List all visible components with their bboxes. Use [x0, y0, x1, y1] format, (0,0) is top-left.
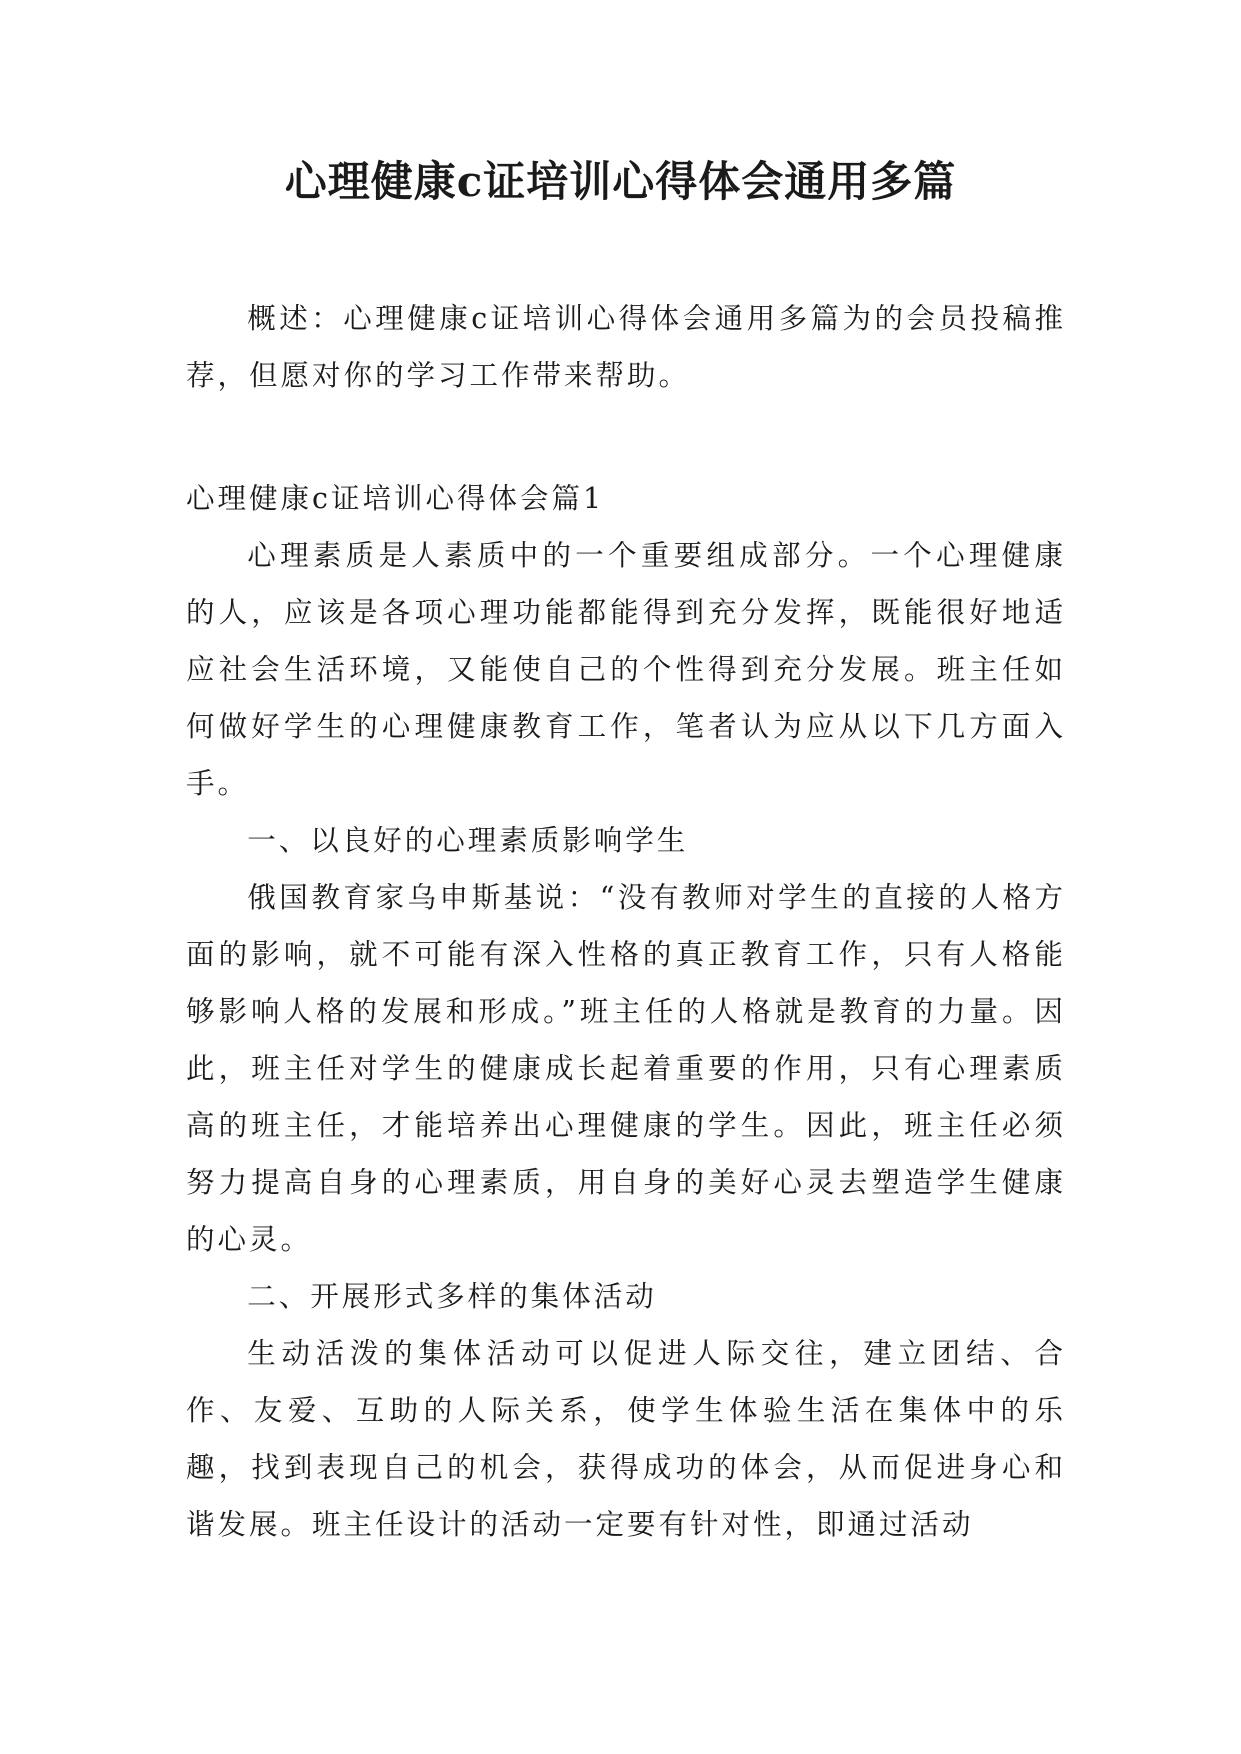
- subheading-one: 一、以良好的心理素质影响学生: [247, 824, 689, 857]
- section-heading: 心理健康c证培训心得体会篇1: [186, 482, 605, 515]
- article-body: [186, 470, 1066, 1553]
- subheading-two: 二、开展形式多样的集体活动: [247, 1280, 657, 1313]
- paragraph-quote: 俄国教育家乌申斯基说：“没有教师对学生的直接的人格方面的影响，就不可能有深入性格的真正教育工作，只有人格能够影响人格的发展和形成。”班主任的人格就是教育的力量。因此，班主任对学生的健康成长起着重要的作用，只有心理素质高的班主任，才能培养出心理健康的学生。因此，班主任必须努力提高自身的心理素质，用自身的美好心灵去塑造学生健康的心灵。: [186, 881, 1066, 1256]
- document-title: 心理健康c证培训心得体会通用多篇: [284, 157, 957, 206]
- summary-block: [186, 290, 1066, 404]
- paragraph-intro: 心理素质是人素质中的一个重要组成部分。一个心理健康的人，应该是各项心理功能都能得到充分发挥，既能很好地适应社会生活环境，又能使自己的个性得到充分发展。班主任如何做好学生的心理健康教育工作，笔者认为应从以下几方面入手。: [186, 539, 1066, 800]
- paragraph-activities: 生动活泼的集体活动可以促进人际交往，建立团结、合作、友爱、互助的人际关系，使学生体验生活在集体中的乐趣，找到表现自己的机会，获得成功的体会，从而促进身心和谐发展。班主任设计的活动一定要有针对性，即通过活动: [186, 1337, 1066, 1541]
- summary-paragraph: 概述：心理健康c证培训心得体会通用多篇为的会员投稿推荐，但愿对你的学习工作带来帮助。: [186, 302, 1066, 392]
